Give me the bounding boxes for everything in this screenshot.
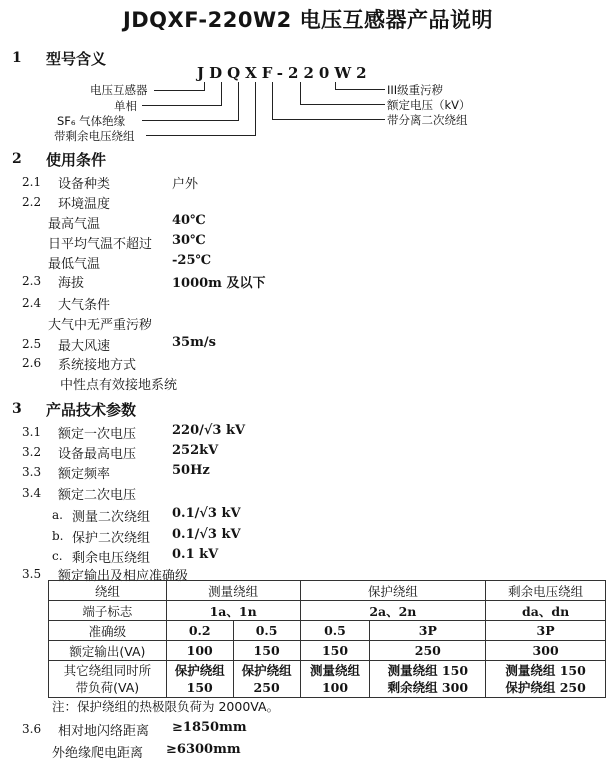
table-header-cell: 保护绕组 (300, 581, 486, 601)
load-text: 100 (321, 680, 349, 695)
connector-line (300, 104, 385, 105)
item-number: c. (52, 549, 63, 563)
item-value: ≥1850mm (172, 720, 247, 735)
item-value: 40℃ (172, 213, 206, 228)
item-label: 环境温度 (58, 197, 111, 212)
item-label: 中性点有效接地系统 (60, 378, 178, 393)
item-value: -25℃ (172, 253, 212, 268)
model-code: JDQXF-220W2 (197, 64, 372, 82)
item-value: 0.1/√3 kV (172, 506, 241, 521)
item-value: 35m/s (172, 335, 216, 350)
connector-line (335, 89, 385, 90)
table-cell: 3P (486, 621, 606, 641)
connector-line (238, 82, 239, 121)
item-label: 最高气温 (48, 217, 101, 232)
table-cell: 300 (486, 641, 606, 661)
table-row-label: 端子标志 (49, 601, 167, 621)
table-header-cell: 剩余电压绕组 (486, 581, 606, 601)
table-row-label: 准确级 (49, 621, 167, 641)
table-cell (166, 661, 233, 698)
section-1-title: 型号含义 (46, 50, 107, 68)
item-label: 额定频率 (58, 467, 111, 482)
section-3-title: 产品技术参数 (46, 401, 137, 419)
model-label-rated-voltage: 额定电压（kV） (387, 98, 471, 112)
table-cell: 100 (166, 641, 233, 661)
connector-line (221, 82, 222, 106)
item-label: 系统接地方式 (58, 358, 137, 373)
table-row-label: 额定输出(VA) (49, 641, 167, 661)
load-text: 测量绕组 (309, 663, 360, 678)
item-number: b. (52, 529, 64, 543)
item-label: 大气中无严重污秽 (48, 318, 153, 333)
model-label-separate-secondary: 带分离二次绕组 (387, 113, 468, 127)
connector-line (255, 82, 256, 136)
item-label: 设备最高电压 (58, 447, 137, 462)
item-number: 2.6 (22, 356, 42, 370)
load-text: 测量绕组 150 (505, 663, 586, 678)
table-cell: 150 (300, 641, 370, 661)
item-label: 海拔 (58, 276, 85, 291)
load-text: 剩余绕组 300 (387, 680, 469, 695)
load-label-line1: 其它绕组同时所 (63, 663, 152, 678)
item-number: 2.1 (22, 175, 42, 189)
load-text: 保护绕组 250 (505, 680, 586, 695)
connector-line (335, 82, 336, 90)
load-text: 保护绕组 (174, 663, 225, 678)
item-value: 1000m 及以下 (172, 276, 266, 291)
item-label: 大气条件 (58, 298, 111, 313)
item-number: 3.3 (22, 465, 42, 479)
connector-line (272, 119, 385, 120)
load-text: 测量绕组 150 (387, 663, 469, 678)
item-label: 保护二次绕组 (72, 531, 151, 546)
item-value: 户外 (172, 177, 199, 192)
connector-line (204, 82, 205, 91)
item-value: 50Hz (172, 463, 210, 478)
table-cell (300, 661, 370, 698)
item-label: 测量二次绕组 (72, 510, 151, 525)
table-row (49, 601, 606, 621)
load-text: 250 (253, 680, 280, 695)
load-text: 保护绕组 (241, 663, 292, 678)
section-2-title: 使用条件 (46, 151, 107, 169)
item-value: 220/√3 kV (172, 423, 246, 438)
table-cell (486, 661, 606, 698)
item-label: 相对地闪络距离 (58, 724, 150, 739)
table-row-label (49, 661, 167, 698)
item-number: 3.6 (22, 722, 42, 736)
item-number: 3.4 (22, 486, 42, 500)
model-label-sf6: SF₆ 气体绝缘 (57, 114, 126, 128)
table-cell: 250 (370, 641, 486, 661)
item-value: 0.1 kV (172, 547, 219, 562)
item-value: 30℃ (172, 233, 206, 248)
load-text: 150 (186, 680, 213, 695)
table-note: 注：保护绕组的热极限负荷为 2000VA。 (52, 699, 280, 714)
item-label: 剩余电压绕组 (72, 551, 151, 566)
table-cell: 3P (370, 621, 486, 641)
table-header-cell: 测量绕组 (166, 581, 300, 601)
item-value: 0.1/√3 kV (172, 527, 241, 542)
table-cell: 0.5 (233, 621, 300, 641)
item-value: 252kV (172, 443, 219, 458)
section-1-number: 1 (12, 50, 22, 66)
table-row (49, 641, 606, 661)
item-number: 2.4 (22, 296, 42, 310)
item-number: a. (52, 508, 63, 522)
item-number: 2.2 (22, 195, 42, 209)
item-label: 最低气温 (48, 257, 101, 272)
table-header-cell: 绕组 (49, 581, 167, 601)
item-label: 设备种类 (58, 177, 111, 192)
item-number: 2.5 (22, 337, 42, 351)
item-label: 额定一次电压 (58, 427, 137, 442)
connector-line (142, 120, 239, 121)
table-header-row (49, 581, 606, 601)
model-label-residual: 带剩余电压绕组 (54, 129, 135, 143)
item-label: 额定输出及相应准确级 (58, 569, 189, 584)
connector-line (154, 90, 204, 91)
section-2-number: 2 (12, 151, 22, 167)
output-accuracy-table (48, 580, 606, 698)
item-number: 3.1 (22, 425, 42, 439)
item-label: 额定二次电压 (58, 488, 137, 503)
table-cell: 0.5 (300, 621, 370, 641)
item-number: 2.3 (22, 274, 42, 288)
item-label: 最大风速 (58, 339, 111, 354)
table-cell: 2a、2n (300, 601, 486, 621)
table-cell: 150 (233, 641, 300, 661)
connector-line (142, 105, 222, 106)
item-label: 外绝缘爬电距离 (52, 746, 144, 761)
table-cell: 0.2 (166, 621, 233, 641)
model-label-single-phase: 单相 (114, 99, 137, 113)
table-row (49, 621, 606, 641)
table-row (49, 661, 606, 698)
item-number: 3.5 (22, 567, 42, 581)
item-value: ≥6300mm (166, 742, 241, 757)
item-label: 日平均气温不超过 (48, 237, 153, 252)
connector-line (146, 135, 256, 136)
model-label-voltage-transformer: 电压互感器 (90, 83, 148, 97)
connector-line (272, 82, 273, 120)
table-cell: 1a、1n (166, 601, 300, 621)
table-cell (370, 661, 486, 698)
section-3-number: 3 (12, 401, 22, 417)
table-cell: da、dn (486, 601, 606, 621)
item-number: 3.2 (22, 445, 42, 459)
connector-line (300, 82, 301, 105)
page-title: JDQXF-220W2 电压互感器产品说明 (122, 8, 494, 32)
load-label-line2: 带负荷(VA) (75, 680, 140, 695)
table-cell (233, 661, 300, 698)
model-label-pollution: III级重污秽 (387, 83, 444, 97)
